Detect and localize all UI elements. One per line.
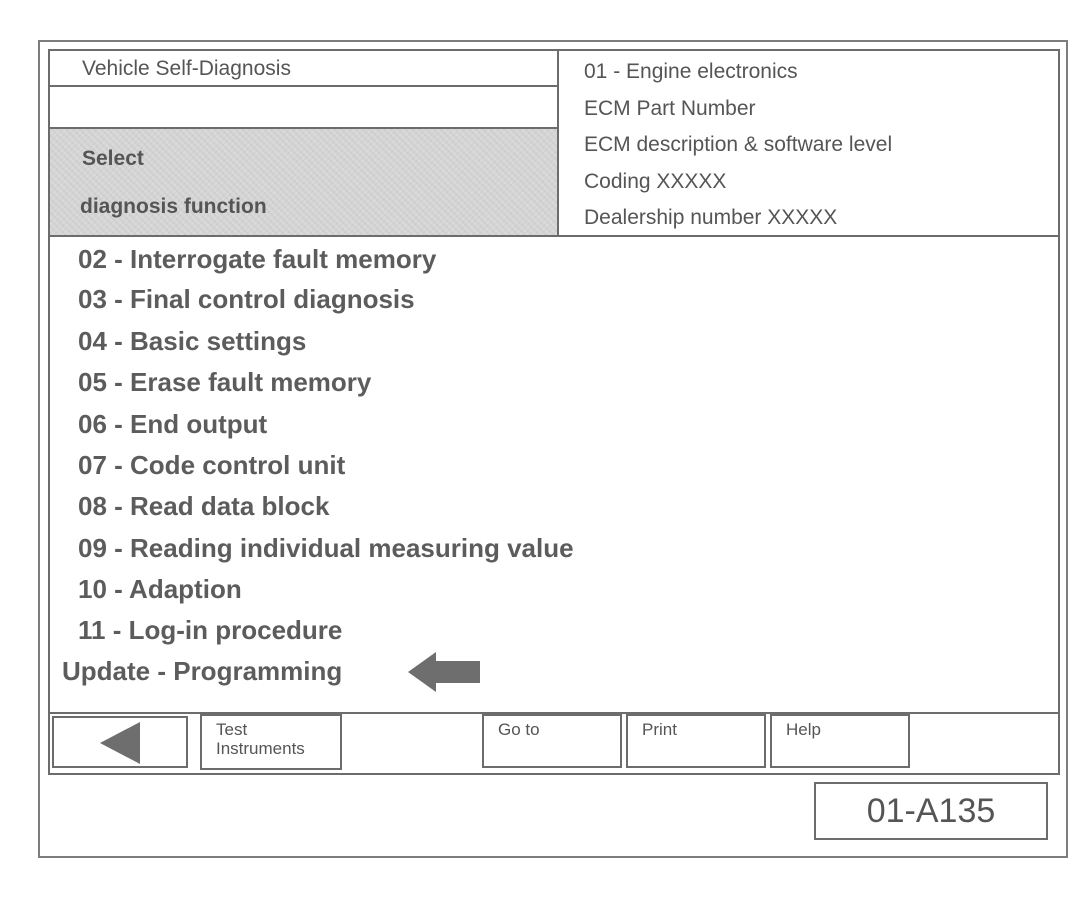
help-button[interactable] [770, 714, 910, 768]
menu-item-erase-fault-memory[interactable]: 05 - Erase fault memory [78, 367, 372, 397]
print-button[interactable] [626, 714, 766, 768]
menu-item-final-control-diagnosis[interactable]: 03 - Final control diagnosis [78, 284, 415, 314]
menu-item-read-data-block[interactable]: 08 - Read data block [78, 491, 330, 521]
figure-code: 01-A135 [814, 782, 1048, 840]
ecm-description: ECM description & software level [584, 133, 893, 156]
header-divider-vertical [557, 51, 559, 237]
test-instruments-label [216, 720, 305, 758]
menu-item-log-in-procedure[interactable]: 11 - Log-in procedure [78, 615, 343, 645]
go-to-button[interactable] [482, 714, 622, 768]
print-label: Print [642, 720, 677, 739]
go-to-label: Go to [498, 720, 540, 739]
menu-item-adaption[interactable]: 10 - Adaption [78, 574, 242, 604]
header-blank-cell [50, 87, 558, 129]
arrow-left-icon [408, 652, 480, 692]
instruments-label: Instruments [216, 739, 305, 758]
menu-item-basic-settings[interactable]: 04 - Basic settings [78, 326, 307, 356]
menu-item-update-programming[interactable]: Update - Programming [62, 656, 343, 686]
select-function-panel [50, 129, 558, 235]
select-label: Select [82, 147, 144, 170]
back-button[interactable] [52, 716, 188, 768]
triangle-left-icon [100, 722, 144, 764]
screen-title-cell [50, 51, 558, 87]
menu-item-code-control-unit[interactable]: 07 - Code control unit [78, 450, 346, 480]
header-divider-horizontal [50, 235, 1058, 237]
menu-item-end-output[interactable]: 06 - End output [78, 409, 268, 439]
test-label: Test [216, 720, 248, 739]
test-instruments-button[interactable] [200, 714, 342, 770]
menu-item-interrogate-fault-memory[interactable]: 02 - Interrogate fault memory [78, 244, 437, 274]
coding-value: Coding XXXXX [584, 170, 727, 193]
ecm-part-number: ECM Part Number [584, 97, 756, 120]
help-label: Help [786, 720, 821, 739]
control-unit-name: 01 - Engine electronics [584, 60, 798, 83]
diagnosis-function-label: diagnosis function [80, 195, 267, 218]
menu-item-reading-individual-measuring-value[interactable]: 09 - Reading individual measuring value [78, 533, 574, 563]
dealership-number: Dealership number XXXXX [584, 206, 838, 229]
screen-title: Vehicle Self-Diagnosis [82, 57, 291, 80]
